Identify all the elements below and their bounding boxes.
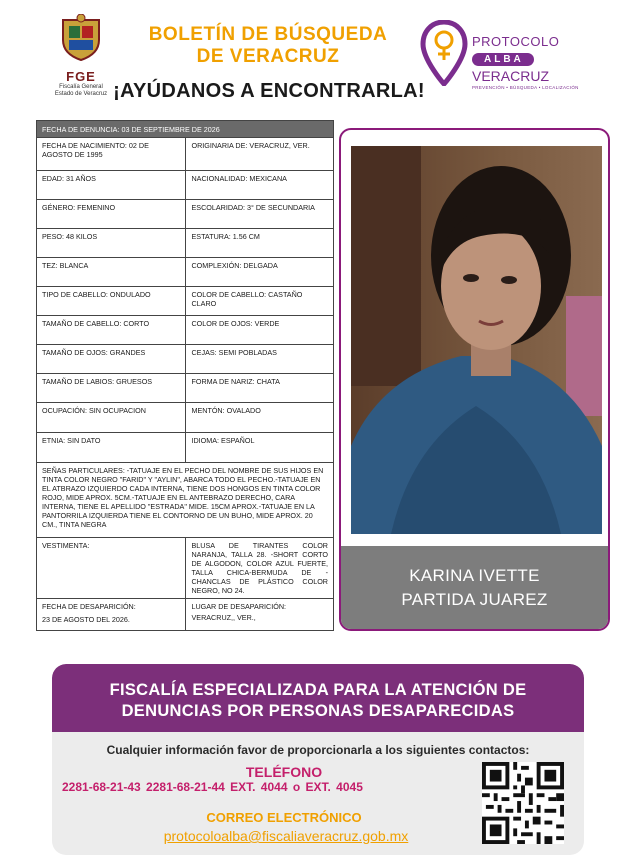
qr-code-icon[interactable] bbox=[482, 762, 564, 844]
tamano-ojos: TAMAÑO DE OJOS: GRANDES bbox=[37, 345, 186, 374]
cejas: CEJAS: SEMI POBLADAS bbox=[186, 345, 334, 374]
fecha-desaparicion-label: FECHA DE DESAPARICIÓN: bbox=[42, 602, 136, 611]
telefono-label: TELÉFONO bbox=[245, 764, 323, 780]
fge-line2: Estado de Veracruz bbox=[54, 91, 108, 97]
email-link[interactable]: protocoloalba@fiscaliaveracruz.gob.mx bbox=[163, 828, 409, 844]
bulletin-title-line1: BOLETÍN DE BÚSQUEDA bbox=[148, 24, 388, 45]
contact-info-text: Cualquier información favor de proporcionarla a los siguientes contactos: bbox=[106, 743, 530, 757]
bulletin-title-line2: DE VERACRUZ bbox=[196, 46, 340, 67]
table-row bbox=[37, 599, 334, 631]
photo-card bbox=[339, 128, 610, 631]
bulletin-title bbox=[128, 24, 408, 68]
table-row bbox=[37, 258, 334, 287]
ocupacion: OCUPACIÓN: SIN OCUPACION bbox=[37, 403, 186, 433]
originaria: ORIGINARIA DE: VERACRUZ, VER. bbox=[186, 138, 334, 171]
table-row bbox=[37, 374, 334, 403]
alba-veracruz-text: VERACRUZ bbox=[472, 68, 550, 84]
tez: TEZ: BLANCA bbox=[37, 258, 186, 287]
vestimenta: BLUSA DE TIRANTES COLOR NARANJA, TALLA 28. -SHORT CORTO DE ALGODON, COLOR AZUL FUERTE, TALLA CHICA-BERMUDA DE -CHANCLAS DE PLÁSTICO COLOR NEGRO, NO 24. bbox=[186, 538, 334, 599]
fecha-denuncia-row bbox=[37, 121, 334, 138]
lugar-desaparicion-label: LUGAR DE DESAPARICIÓN: bbox=[191, 602, 287, 611]
fge-shield-icon bbox=[59, 14, 103, 62]
vestimenta-label: VESTIMENTA: bbox=[37, 538, 186, 599]
person-photo bbox=[351, 146, 602, 534]
fge-acronym: FGE bbox=[66, 69, 96, 84]
genero: GÉNERO: FEMENINO bbox=[37, 200, 186, 229]
person-data-table bbox=[36, 120, 334, 631]
table-row bbox=[37, 463, 334, 538]
person-name-line2: PARTIDA JUAREZ bbox=[401, 590, 548, 609]
tamano-cabello: TAMAÑO DE CABELLO: CORTO bbox=[37, 316, 186, 345]
table-row bbox=[37, 229, 334, 258]
menton: MENTÓN: OVALADO bbox=[186, 403, 334, 433]
fge-line1: Fiscalía General bbox=[59, 84, 103, 90]
senas-particulares: SEÑAS PARTICULARES: -TATUAJE EN EL PECHO DEL NOMBRE DE SUS HIJOS EN TINTA COLOR NEGRO "FARID" Y "AYLIN", ABARCA TODO EL PECHO.-TATUAJE EN EL ATBRAZO IZQUIERDO CADA INTERNA, TIENE DOS HONGOS EN TINTA COLOR ROJO, MIDE APROX. 5CM.-TATUAJE EN EL ANTEBRAZO DERECHO, CARA INTERNA, TIENE EL APELLIDO "ESTRADA" MIDE. 15CM APROX.-TATUAJE EN LA PANTORRILA IZQUIERDA TIENE EL CONTORNO DE UN BUHO, MIDE APROX. 20 CM., TINTA NEGRA bbox=[37, 463, 334, 538]
table-row bbox=[37, 538, 334, 599]
bulletin-subtitle: ¡AYÚDANOS A ENCONTRARLA! bbox=[113, 80, 425, 102]
complexion: COMPLEXIÓN: DELGADA bbox=[186, 258, 334, 287]
alba-protocolo-text: PROTOCOLO bbox=[472, 34, 560, 49]
color-cabello: COLOR DE CABELLO: CASTAÑO CLARO bbox=[186, 287, 334, 316]
idioma: IDIOMA: ESPAÑOL bbox=[186, 433, 334, 463]
peso: PESO: 48 KILOS bbox=[37, 229, 186, 258]
lugar-desaparicion-cell bbox=[186, 599, 334, 631]
etnia: ETNIA: SIN DATO bbox=[37, 433, 186, 463]
forma-nariz: FORMA DE NARIZ: CHATA bbox=[186, 374, 334, 403]
alba-tagline: PREVENCIÓN • BÚSQUEDA • LOCALIZACIÓN bbox=[472, 85, 579, 90]
escolaridad: ESCOLARIDAD: 3° DE SECUNDARIA bbox=[186, 200, 334, 229]
protocolo-alba-logo bbox=[420, 20, 590, 100]
fiscalia-banner bbox=[52, 664, 584, 732]
person-portrait-image bbox=[351, 146, 602, 534]
nacionalidad: NACIONALIDAD: MEXICANA bbox=[186, 171, 334, 200]
alba-badge: ALBA bbox=[472, 53, 534, 66]
color-ojos: COLOR DE OJOS: VERDE bbox=[186, 316, 334, 345]
table-row bbox=[37, 403, 334, 433]
table-row bbox=[37, 138, 334, 171]
table-row bbox=[37, 345, 334, 374]
phone-numbers[interactable]: 2281-68-21-43 2281-68-21-44 EXT. 4044 o EXT. 4045 bbox=[62, 780, 363, 794]
tipo-cabello: TIPO DE CABELLO: ONDULADO bbox=[37, 287, 186, 316]
table-row bbox=[37, 171, 334, 200]
table-row bbox=[37, 316, 334, 345]
person-name-line1: KARINA IVETTE bbox=[409, 566, 540, 585]
fecha-desaparicion: 23 DE AGOSTO DEL 2026. bbox=[42, 615, 130, 624]
tamano-labios: TAMAÑO DE LABIOS: GRUESOS bbox=[37, 374, 186, 403]
fecha-desaparicion-cell bbox=[37, 599, 186, 631]
banner-line1: FISCALÍA ESPECIALIZADA PARA LA ATENCIÓN DE bbox=[109, 681, 527, 699]
lugar-desaparicion: VERACRUZ,, VER., bbox=[191, 613, 256, 622]
fecha-nacimiento: FECHA DE NACIMIENTO: 02 DE AGOSTO DE 1995 bbox=[37, 138, 186, 171]
table-row bbox=[37, 433, 334, 463]
edad: EDAD: 31 AÑOS bbox=[37, 171, 186, 200]
person-name-box bbox=[341, 546, 608, 631]
banner-line2: DENUNCIAS POR PERSONAS DESAPARECIDAS bbox=[121, 702, 515, 720]
estatura: ESTATURA: 1.56 CM bbox=[186, 229, 334, 258]
female-location-pin-icon bbox=[420, 20, 468, 86]
table-row bbox=[37, 287, 334, 316]
table-row bbox=[37, 200, 334, 229]
fecha-denuncia: FECHA DE DENUNCIA: 03 DE SEPTIEMBRE DE 2026 bbox=[37, 121, 334, 138]
email-label: CORREO ELECTRÓNICO bbox=[206, 810, 362, 825]
contact-box bbox=[52, 664, 584, 855]
